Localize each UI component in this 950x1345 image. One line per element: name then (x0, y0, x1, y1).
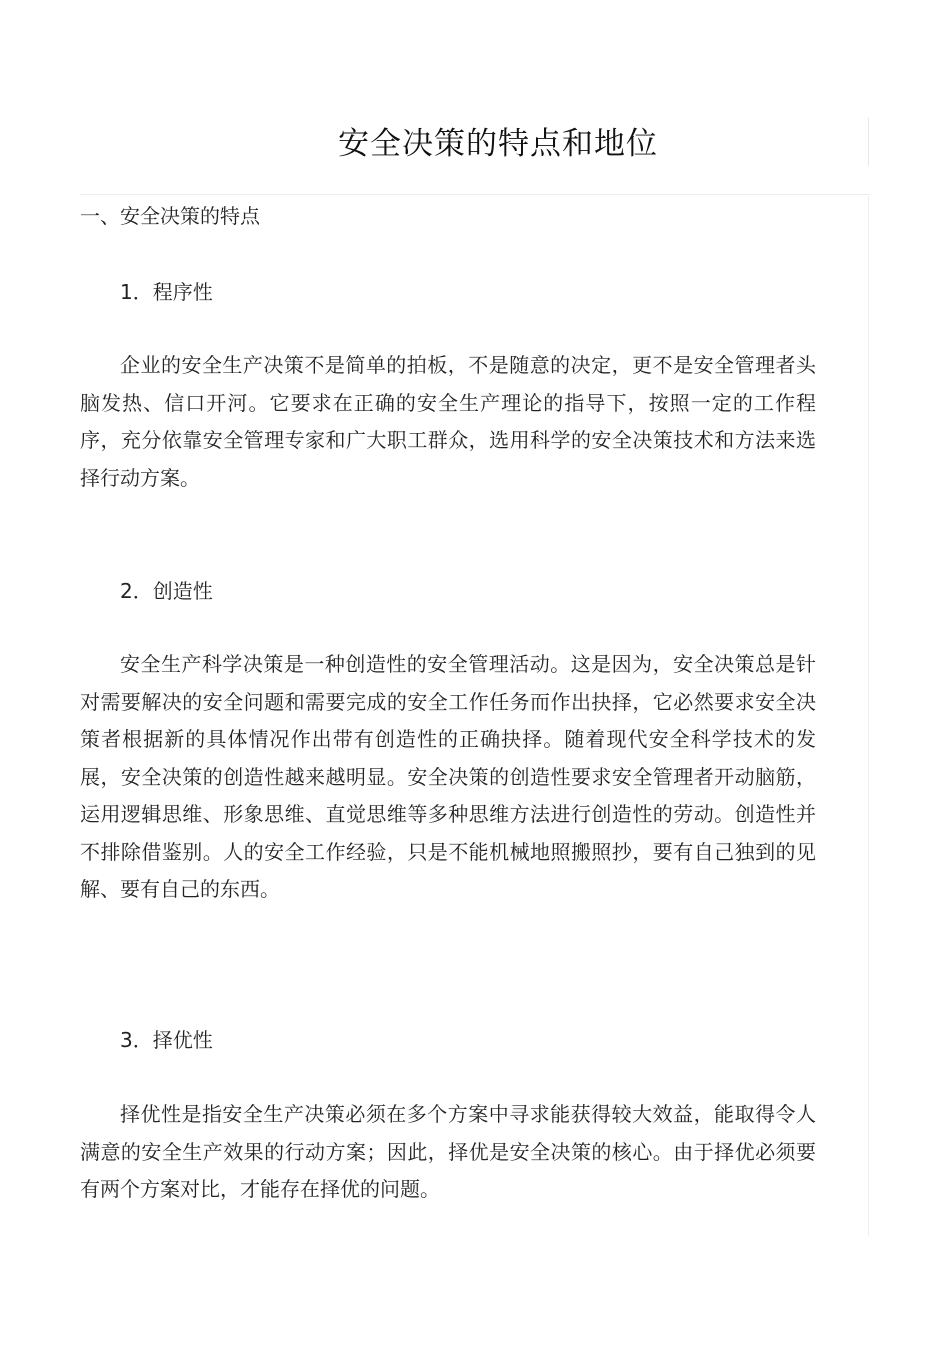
paragraph-procedural: 企业的安全生产决策不是简单的拍板，不是随意的决定，更不是安全管理者头脑发热、信口开河。它要求在正确的安全生产理论的指导下，按照一定的工作程序，充分依靠安全管理专家和广大职工群众，选用科学的安全决策技术和方法来选择行动方案。 (80, 353, 816, 490)
page-title: 安全决策的特点和地位 (338, 126, 658, 162)
paragraph-creative: 安全生产科学决策是一种创造性的安全管理活动。这是因为，安全决策总是针对需要解决的安全问题和需要完成的安全工作任务而作出抉择，它必然要求安全决策者根据新的具体情况作出带有创造性的正确抉择。随着现代安全科学技术的发展，安全决策的创造性越来越明显。安全决策的创造性要求安全管理者开动脑筋，运用逻辑思维、形象思维、直觉思维等多种思维方法进行创造性的劳动。创造性并不排除借鉴别。人的安全工作经验，只是不能机械地照搬照抄，要有自己独到的见解、要有自己的东西。 (80, 652, 816, 901)
margin-rule-right (868, 196, 869, 1236)
section-heading: 一、安全决策的特点 (80, 204, 260, 228)
item-heading-creative: 2．创造性 (120, 579, 213, 603)
header-divider (80, 194, 870, 195)
paragraph-optimal: 择优性是指安全生产决策必须在多个方案中寻求能获得较大效益，能取得令人满意的安全生产效果的行动方案；因此，择优是安全决策的核心。由于择优必须要有两个方案对比，才能存在择优的问题。 (80, 1102, 816, 1201)
item-heading-procedural: 1．程序性 (120, 280, 213, 304)
item-heading-optimal: 3．择优性 (120, 1028, 213, 1052)
